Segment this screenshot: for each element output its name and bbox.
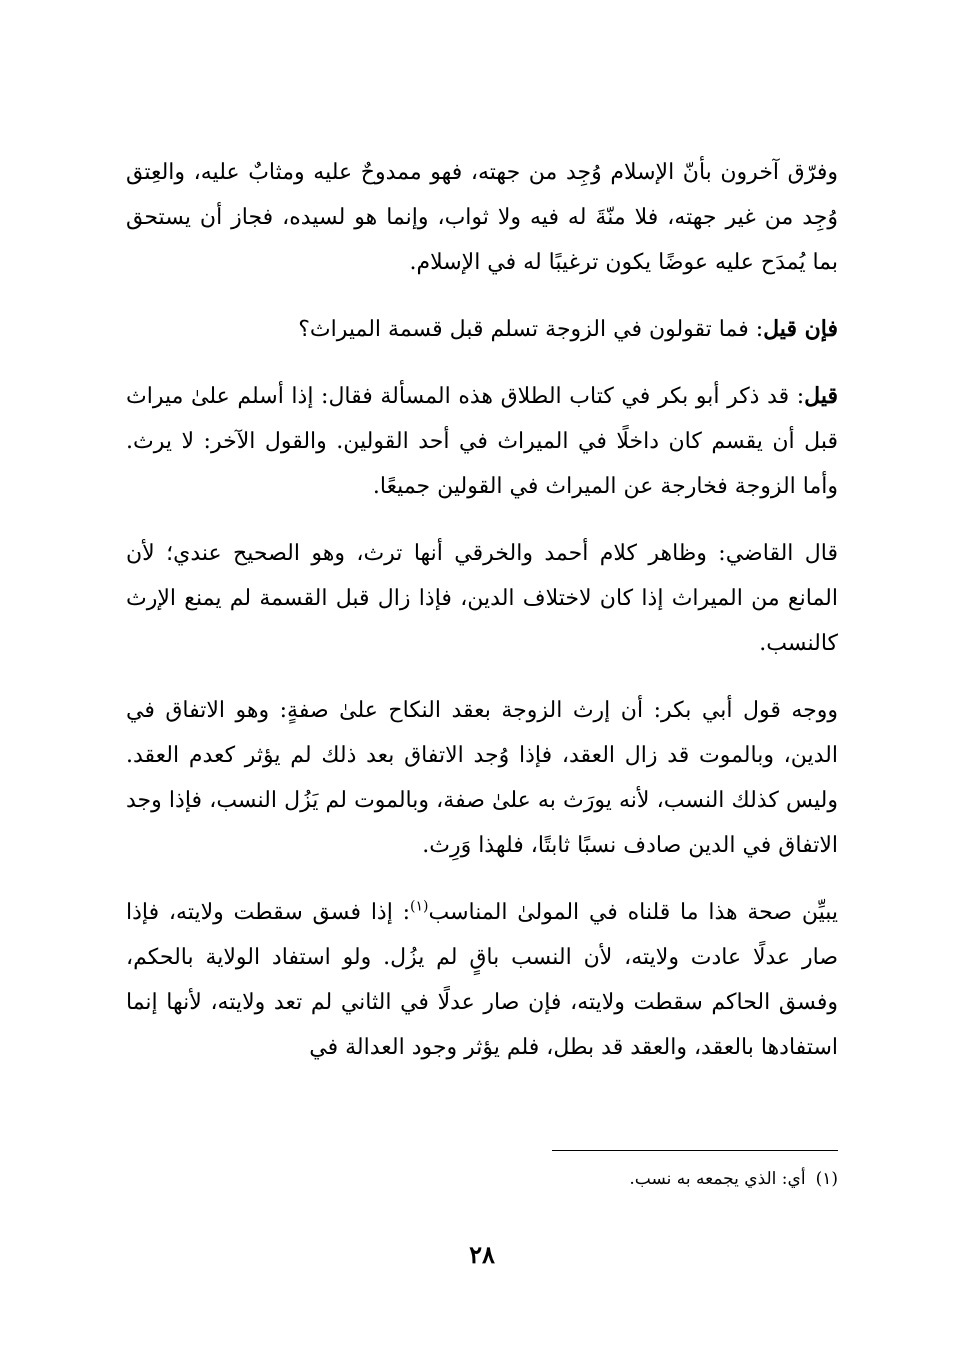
footnote-divider: [552, 1150, 838, 1151]
paragraph-3: [126, 374, 838, 509]
paragraph-text: : فما تقولون في الزوجة تسلم قبل قسمة الميراث؟: [298, 317, 764, 342]
paragraph-text: ووجه قول أبي بكر: أن إرث الزوجة بعقد النكاح علىٰ صفةٍ: وهو الاتفاق في الدين، وبالموت قد زال العقد، فإذا وُجد الاتفاق بعد ذلك لم يؤثر كعدم العقد. وليس كذلك النسب، لأنه يورَث به علىٰ صفة، وبالموت لم يَزُل النسب، فإذا وجد الاتفاق في الدين صادف نسبًا ثابتًا، فلهذا وَرِث.: [126, 698, 838, 858]
paragraph-text: : قد ذكر أبو بكر في كتاب الطلاق هذه المسألة فقال: إذا أسلم علىٰ ميراث قبل أن يقسم كان داخلًا في الميراث في أحد القولين. والقول الآخر: لا يرث. وأما الزوجة فخارجة عن الميراث في القولين جميعًا.: [126, 384, 838, 499]
paragraph-text: وفرّق آخرون بأنّ الإسلام وُجِد من جهته، فهو ممدوحٌ عليه ومثابٌ عليه، والعِتق وُجِد من غير جهته، فلا منّةَ له فيه ولا ثواب، وإنما هو لسيده، فجاز أن يستحق بما يُمدَح عليه عوضًا يكون ترغيبًا له في الإسلام.: [126, 160, 838, 275]
paragraph-lead: فإن قيل: [763, 316, 838, 342]
paragraph-text-before-ref: يبيِّن صحة هذا ما قلناه في المولىٰ المناسب: [428, 900, 838, 925]
footnote-text: أي: الذي يجمعه به نسب.: [629, 1169, 806, 1189]
paragraph-6: [126, 890, 838, 1070]
footnote-number: (١): [815, 1169, 838, 1189]
main-text-body: [126, 150, 838, 1092]
footnotes-section: [126, 1150, 838, 1193]
paragraph-text-after-ref: : إذا فسق سقطت ولايته، فإذا صار عدلًا عادت ولايته، لأن النسب باقٍ لم يزُل. ولو استفاد الولاية بالحكم، وفسق الحاكم سقطت ولايته، فإن صار عدلًا في الثاني لم تعد ولايته، لأنها إنما استفادها بالعقد، والعقد قد بطل، فلم يؤثر وجود العدالة في: [126, 900, 838, 1060]
paragraph-4: [126, 531, 838, 666]
paragraph-lead: قيل: [804, 383, 838, 409]
paragraph-text: قال القاضي: وظاهر كلام أحمد والخرقي أنها ترث، وهو الصحيح عندي؛ لأن المانع من الميراث إذا كان لاختلاف الدين، فإذا زال قبل القسمة لم يمنع الإرث كالنسب.: [126, 541, 838, 656]
page-number: ٢٨: [469, 1240, 495, 1269]
footnote-1: [126, 1165, 838, 1193]
paragraph-5: [126, 688, 838, 868]
footnote-reference[interactable]: (١): [410, 898, 429, 915]
paragraph-2: [126, 307, 838, 352]
paragraph-1: [126, 150, 838, 285]
